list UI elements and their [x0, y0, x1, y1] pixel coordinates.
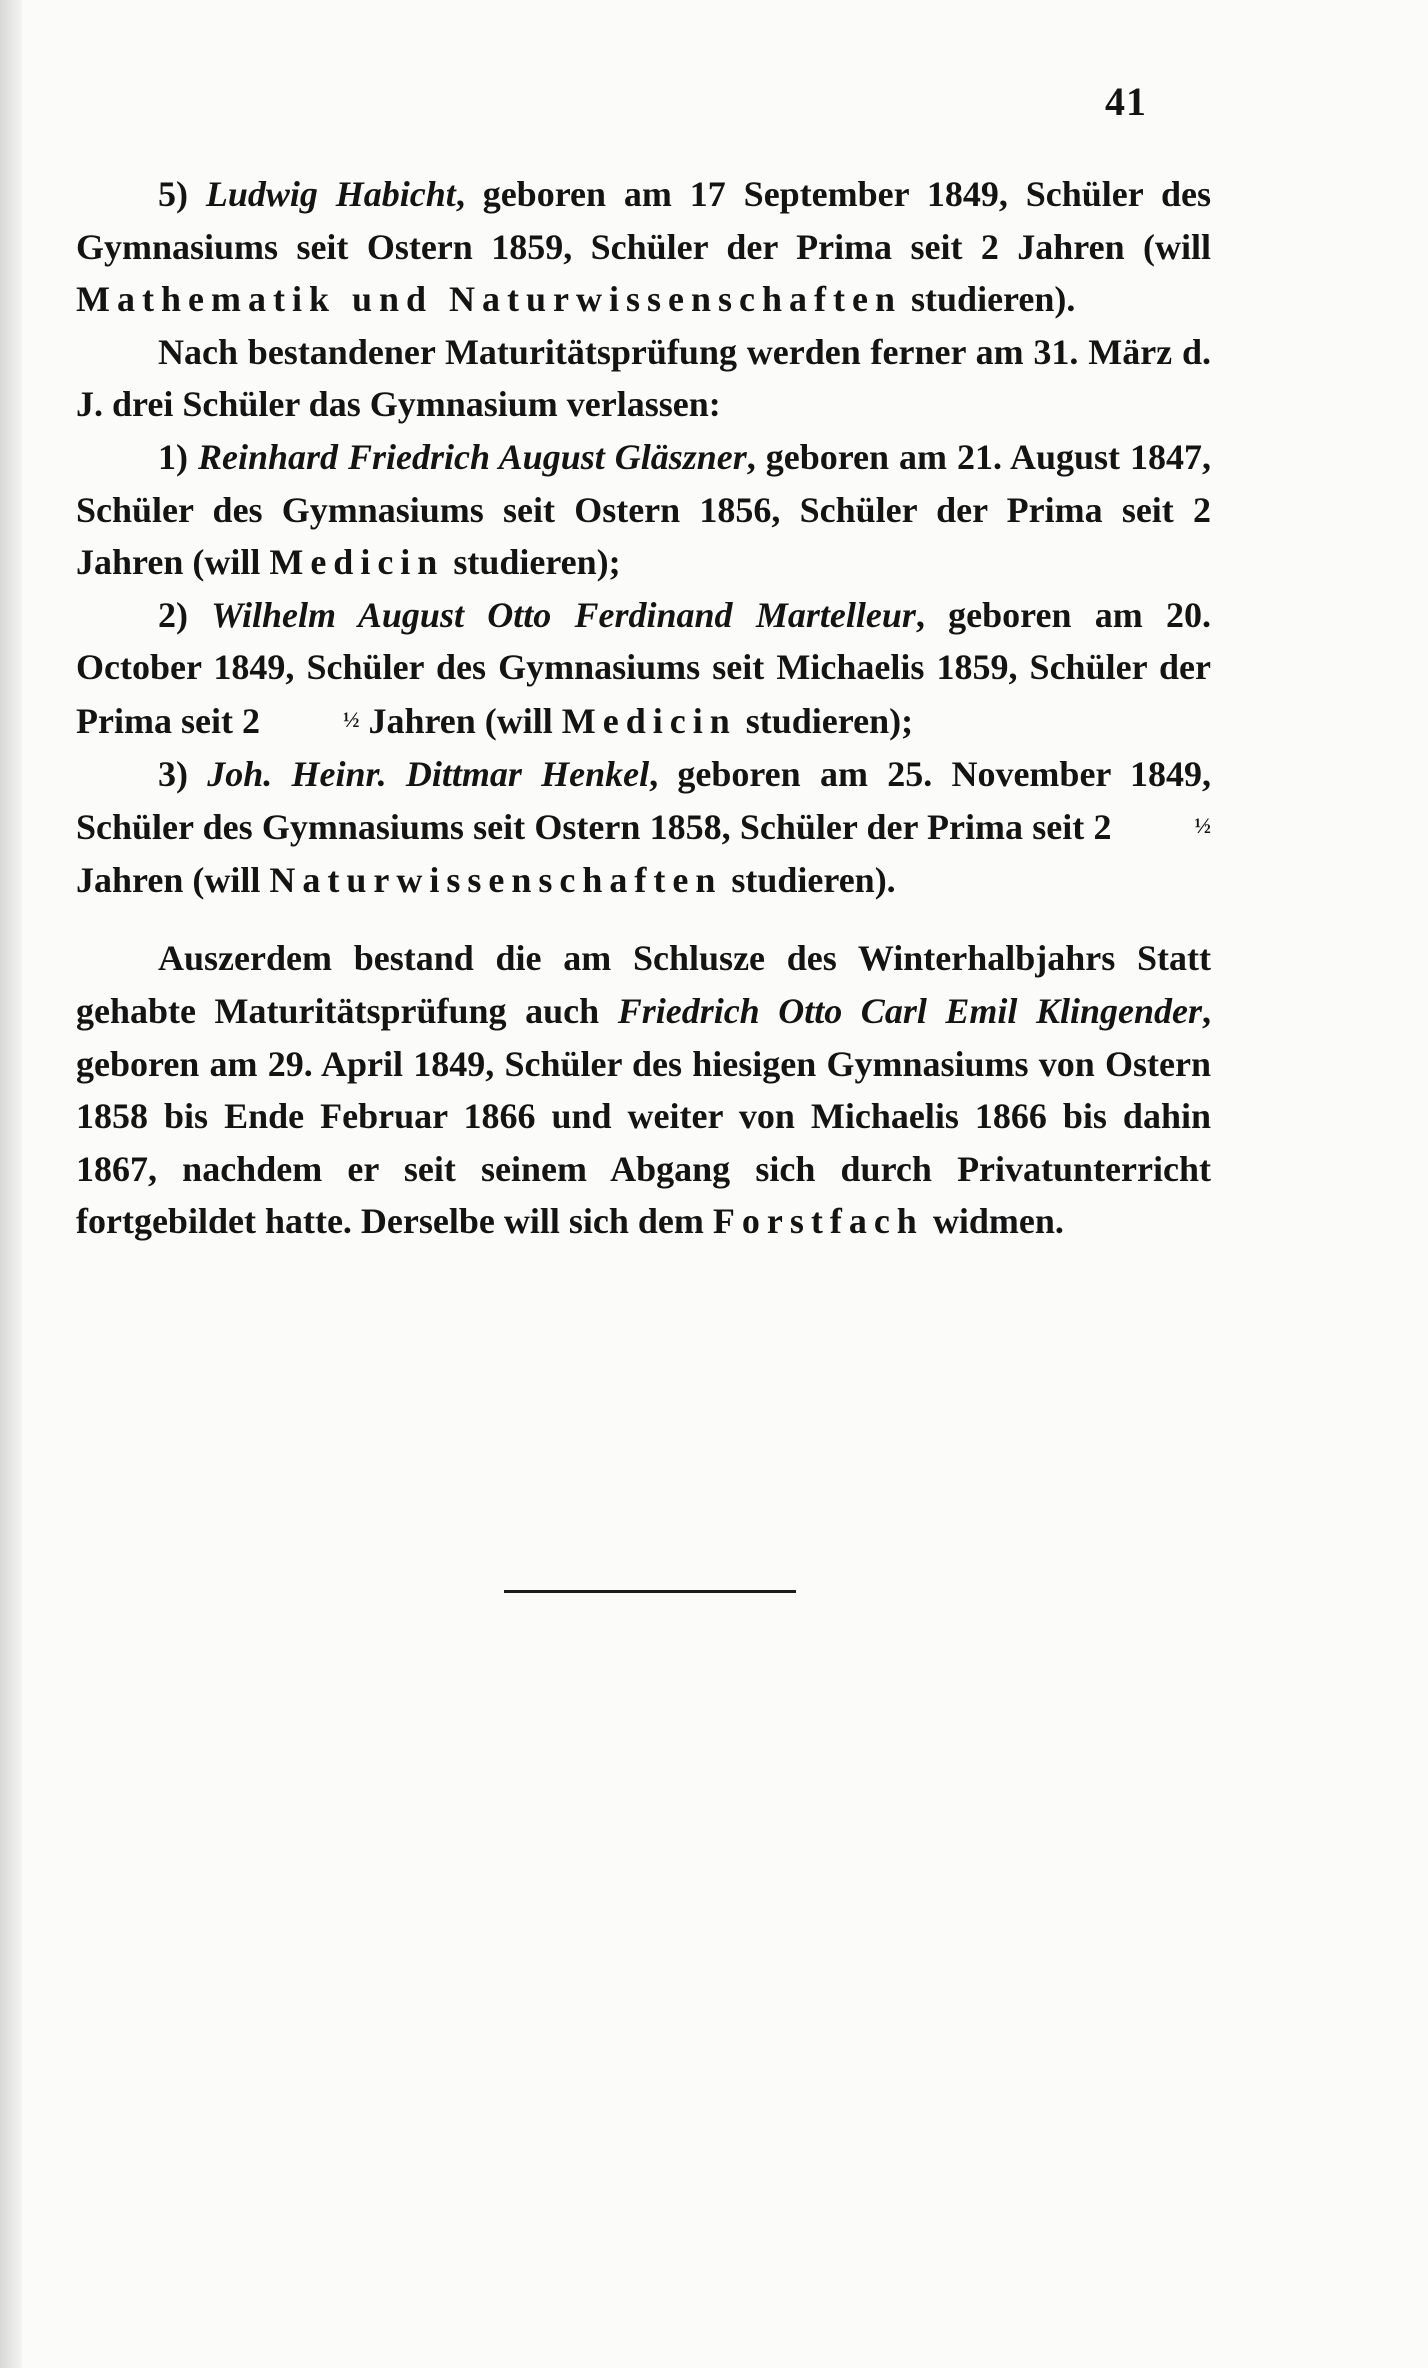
person-name: Ludwig Habicht: [205, 174, 456, 214]
study-subject: Forstfach: [712, 1201, 924, 1242]
paragraph-text: , geboren am 20. October 1849, Schüler des Gymnasiums seit Michaelis 1859, Schüler der Prima seit 2: [76, 594, 1211, 741]
paragraph-henkel: [76, 748, 1211, 907]
body-text: [76, 168, 1211, 1248]
page-number: 41: [1105, 79, 1147, 124]
item-number: 3): [158, 753, 188, 794]
paragraph-klingender: [76, 932, 1211, 1248]
paragraph-habicht: [76, 168, 1211, 326]
paragraph-text: Auszerdem bestand die am Schlusze des Winterhalbjahrs Statt gehabte Maturitätsprüfung auch: [76, 938, 1211, 1031]
item-number: 5): [158, 174, 188, 214]
study-subject: Mathematik und Naturwissenschaften: [76, 279, 903, 320]
paragraph-text-2: Jahren (will: [76, 859, 270, 900]
item-number: 2): [158, 594, 188, 635]
fraction: ½: [342, 706, 360, 732]
paragraph-text: Nach bestandener Maturitätsprüfung werden ferner am 31. März d. J. drei Schüler das Gymnasium verlassen:: [76, 331, 1211, 425]
fraction: ½: [1194, 813, 1211, 839]
paragraph-text-2: Jahren (will: [359, 700, 562, 741]
paragraph-text: , geboren am 25. November 1849, Schüler des Gymnasiums seit Ostern 1858, Schüler der Prima seit 2: [76, 753, 1212, 848]
paragraph-gap: [76, 906, 1211, 932]
person-name: Joh. Heinr. Dittmar Henkel: [207, 753, 650, 794]
study-subject: Naturwissenschaften: [269, 859, 723, 900]
paragraph-text: , geboren am 21. August 1847, Schüler des Gymnasiums seit Ostern 1856, Schüler der Prima seit 2 Jahren (will: [76, 436, 1212, 583]
paragraph-text: , geboren am 17 September 1849, Schüler des Gymnasiums seit Ostern 1859, Schüler der Prima seit 2 Jahren (will: [76, 174, 1212, 267]
study-subject: Medicin: [561, 700, 737, 741]
paragraph-glaszner: [76, 431, 1211, 589]
paragraph-text-2: , geboren am 29. April 1849, Schüler des hiesigen Gymnasiums von Ostern 1858 bis Ende Februar 1866 und weiter von Michaelis 1866 bis dahin 1867, nachdem er seit seinem Abgang sich durch Privatunterricht fortgebildet hatte. Derselbe will sich dem: [76, 990, 1211, 1242]
person-name: Friedrich Otto Carl Emil Klingender: [617, 990, 1202, 1031]
paragraph-end: studieren);: [736, 700, 914, 741]
closing-rule: [504, 1590, 796, 1593]
page-edge-shadow: [0, 0, 22, 2368]
paragraph-end: studieren).: [722, 859, 896, 900]
person-name: Wilhelm August Otto Ferdinand Martelleur: [211, 594, 916, 635]
paragraph-intro: [76, 326, 1211, 431]
paragraph-end: widmen.: [923, 1201, 1064, 1242]
paragraph-end: studieren);: [444, 542, 621, 583]
item-number: 1): [158, 436, 188, 477]
paragraph-end: studieren).: [902, 279, 1076, 320]
person-name: Reinhard Friedrich August Gläszner: [197, 436, 747, 477]
paragraph-martelleur: [76, 589, 1211, 748]
study-subject: Medicin: [269, 542, 445, 583]
